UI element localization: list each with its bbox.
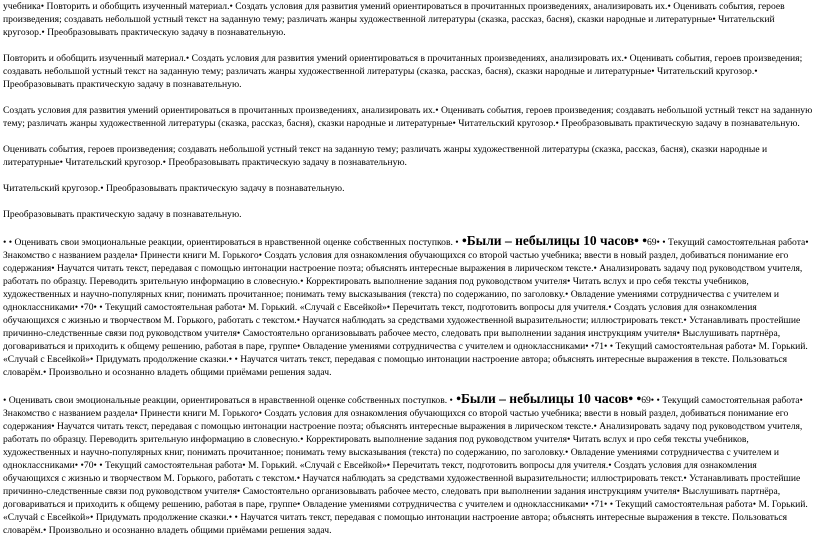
paragraph-3: Создать условия для развития умений ориентироваться в прочитанных произведениях, анализировать их.• Оценивать события, героев произведения; создавать небольшой устный текст на заданную тему; различать жанры художественной литературы (сказка, рассказ, басня), сказки народные и литературные• Читательский кругозор.• Преобразовывать практическую задачу в познавательную. bbox=[3, 105, 813, 129]
lesson-block-1-intro: • • Оценивать свои эмоциональные реакции, ориентироваться в нравственной оценке собственных поступков. • bbox=[3, 237, 459, 248]
paragraph-1: учебника• Повторить и обобщить изученный материал.• Создать условия для развития умений ориентироваться в прочитанных произведениях, анализировать их.• Оценивать события, героев произведения; создавать небольшой устный текст на заданную тему; различать жанры художественной литературы (сказка, рассказ, басня), сказки народные и литературные• Читательский кругозор.• Преобразовывать практическую задачу в познавательную. bbox=[3, 1, 785, 38]
lesson-block-2-heading: •Были – небылицы 10 часов• • bbox=[452, 391, 642, 406]
lesson-block-1-heading: •Были – небылицы 10 часов• • bbox=[458, 233, 647, 248]
lesson-block-2 bbox=[3, 392, 813, 537]
lesson-block-1-body: 69• • Текущий самостоятельная работа• Знакомство с названием раздела• Принести книги М. Горького• Создать условия для ознакомления обучающихся со второй частью учебника; ввести в новый раздел, добиваться понимание его содержания• Научатся читать текст, передавая с помощью интонации настроение поэта; объяснять интересные выражения в лирическом тексте.• Анализировать задачу под руководством учителя, работать по образцу. Переводить зрительную информацию в словесную.• Корректировать выполнение задания под руководством учителя• Читать вслух и про себя тексты учебников, художественных и научно-популярных книг, понимать прочитанное; понимать тему высказывания (текста) по содержанию, по заголовку.• Овладение умениями сотрудничества с учителем и одноклассниками• •70• • Текущий самостоятельная работа• М. Горький. «Случай с Евсейкой»• Перечитать текст, подготовить вопросы для учителя.• Создать условия для ознакомления обучающихся с жизнью и творчеством М. Горького, работать с текстом.• Научатся наблюдать за средствами художественной выразительности; иллюстрировать текст.• Устанавливать простейшие причинно-следственные связи под руководством учителя• Самостоятельно организовывать рабочее место, следовать при выполнении задания инструкциям учителя• Выслушивать партнёра, договариваться и приходить к общему решению, работая в паре, группе• Овладение умениями сотрудничества с учителем и одноклассниками• •71• • Текущий самостоятельная работа• М. Горький. «Случай с Евсейкой»• Придумать продолжение сказки.• • Научатся читать текст, передавая с помощью интонации настроение автора; объяснять интересные выражения в тексте. Пользоваться словарём.• Произвольно и осознанно владеть общими приёмами решения задач. bbox=[3, 237, 809, 378]
paragraph-4: Оценивать события, героев произведения; создавать небольшой устный текст на заданную тему; различать жанры художественной литературы (сказка, рассказ, басня), сказки народные и литературные• Читательский кругозор.• Преобразовывать практическую задачу в познавательную. bbox=[3, 144, 768, 168]
paragraph-2: Повторить и обобщить изученный материал.• Создать условия для развития умений ориентироваться в прочитанных произведениях, анализировать их.• Оценивать события, героев произведения; создавать небольшой устный текст на заданную тему; различать жанры художественной литературы (сказка, рассказ, басня), сказки народные и литературные• Читательский кругозор.• Преобразовывать практическую задачу в познавательную. bbox=[3, 53, 803, 90]
paragraph-6: Преобразовывать практическую задачу в познавательную. bbox=[3, 209, 242, 220]
paragraph-5: Читательский кругозор.• Преобразовывать практическую задачу в познавательную. bbox=[3, 183, 345, 194]
lesson-block-2-body: 69• • Текущий самостоятельная работа• Знакомство с названием раздела• Принести книги М. Горького• Создать условия для ознакомления обучающихся со второй частью учебника; ввести в новый раздел, добиваться понимание его содержания• Научатся читать текст, передавая с помощью интонации настроение поэта; объяснять интересные выражения в лирическом тексте.• Анализировать задачу под руководством учителя, работать по образцу. Переводить зрительную информацию в словесную.• Корректировать выполнение задания под руководством учителя• Читать вслух и про себя тексты учебников, художественных и научно-популярных книг, понимать прочитанное; понимать тему высказывания (текста) по содержанию, по заголовку.• Овладение умениями сотрудничества с учителем и одноклассниками• •70• • Текущий самостоятельная работа• М. Горький. «Случай с Евсейкой»• Перечитать текст, подготовить вопросы для учителя.• Создать условия для ознакомления обучающихся с жизнью и творчеством М. Горького, работать с текстом.• Научатся наблюдать за средствами художественной выразительности; иллюстрировать текст.• Устанавливать простейшие причинно-следственные связи под руководством учителя• Самостоятельно организовывать рабочее место, следовать при выполнении задания инструкциям учителя• Выслушивать партнёра, договариваться и приходить к общему решению, работая в паре, группе• Овладение умениями сотрудничества с учителем и одноклассниками• •71• • Текущий самостоятельная работа• М. Горький. «Случай с Евсейкой»• Придумать продолжение сказки.• • Научатся читать текст, передавая с помощью интонации настроение автора; объяснять интересные выражения в тексте. Пользоваться словарём.• Произвольно и осознанно владеть общими приёмами решения задач. bbox=[3, 395, 808, 536]
lesson-block-2-intro: • Оценивать свои эмоциональные реакции, ориентироваться в нравственной оценке собственных поступков. • bbox=[3, 395, 453, 406]
lesson-block-1 bbox=[3, 234, 813, 379]
